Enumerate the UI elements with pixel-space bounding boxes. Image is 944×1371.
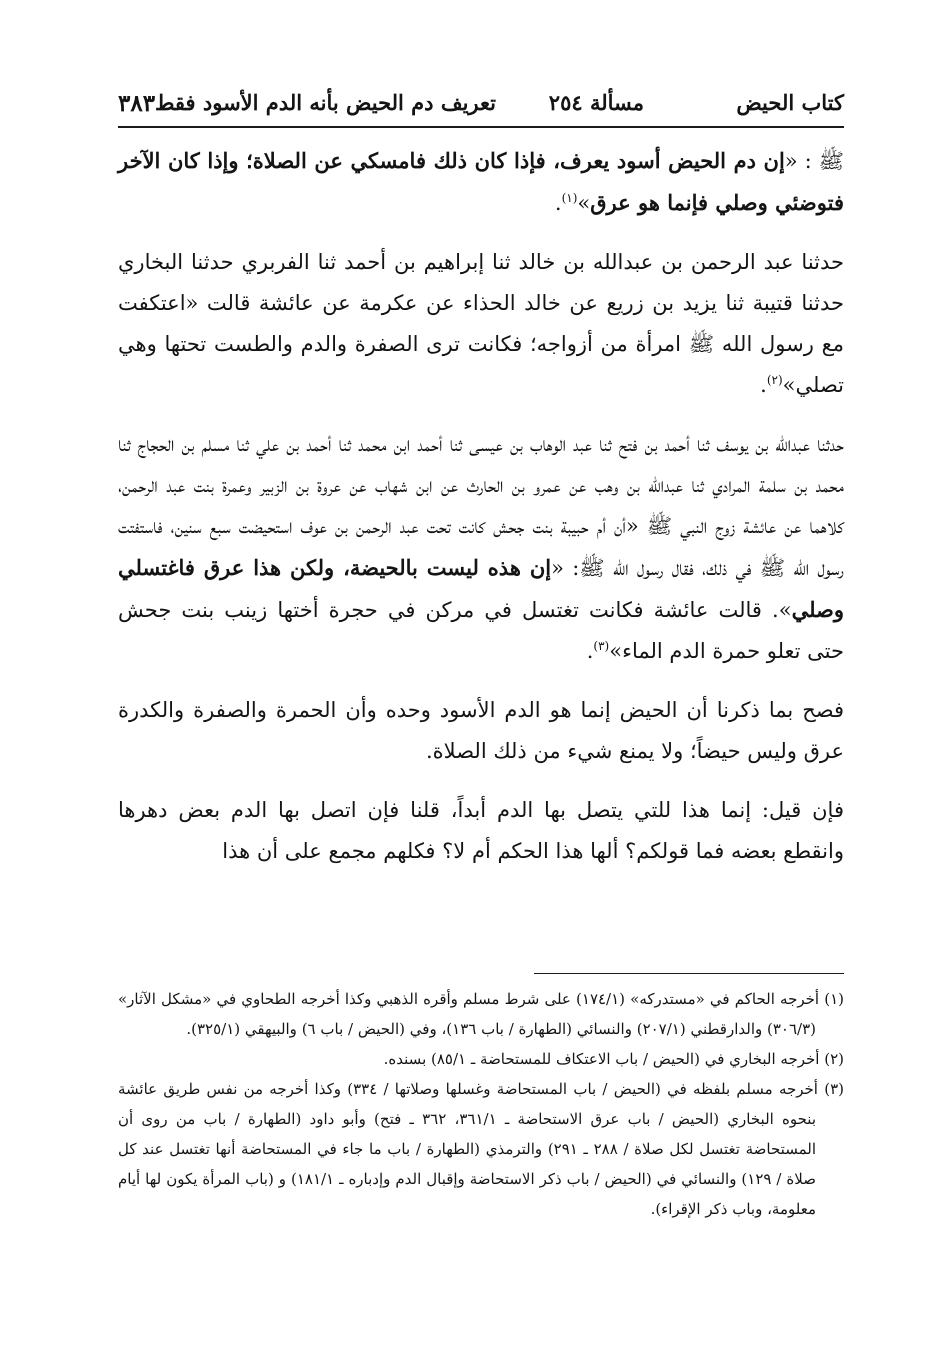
p3-text: حدثنا عبدالله بن يوسف ثنا أحمد بن فتح ثنا عبد الوهاب بن عيسى ثنا أحمد ابن محمد ثنا أحمد بن علي ثنا مسلم بن الحجاج ثنا محمد بن سلمة المرادي ثنا عبدالله بن وهب عن عمرو بن الحارث عن ابن شهاب عن عروة بن الزبير وعمرة بنت عبد الرحمن، كلاهما عن عائشة زوج النبي ﷺ «أن أم حبيبة بنت جحش كانت تحت عبد الرحمن بن عوف استحيضت سبع سنين، فاستفتت رسول الله ﷺ في ذلك، فقال رسول الله ﷺ: «	[118, 432, 844, 580]
footnote-ref-3[interactable]: (٣)	[593, 639, 610, 653]
footnote-ref-2[interactable]: (٢)	[766, 373, 783, 387]
footnote-2: (٢) أخرجه البخاري في (الحيض / باب الاعتكاف للمستحاضة ـ ٨٥/١) بسنده.	[383, 1050, 844, 1068]
footnote-3: (٣) أخرجه مسلم بلفظه في (الحيض / باب المستحاضة وغسلها وصلاتها / ٣٣٤) وكذا أخرجه من نفس طريق عائشة بنحوه البخاري (الحيض / باب عرق الاستحاضة ـ ٣٦١/١، ٣٦٢ ـ فتح) وأبو داود (الطهارة / باب من روى أن المستحاضة تغتسل لكل صلاة / ٢٨٨ ـ ٢٩١) والترمذي (الطهارة / باب ما جاء في المستحاضة أنها تغتسل عند كل صلاة / ١٢٩) والنسائي في (الحيض / باب ذكر الاستحاضة وإقبال الدم وإدباره ـ ١٨١/١) و (باب المرأة يكون لها أيام معلومة، وباب ذكر الإقراء).	[118, 1080, 844, 1218]
footnote-rule	[534, 973, 844, 974]
p1-hadith-bold: إن دم الحيض أسود يعرف، فإذا كان ذلك فامسكي عن الصلاة؛ وإذا كان الآخر فتوضئي وصلي فإنما هو عرق	[118, 148, 844, 215]
p5-text: فإن قيل: إنما هذا للتي يتصل بها الدم أبداً، قلنا فإن اتصل بها الدم بعض دهرها وانقطع بعضه فما قولكم؟ ألها هذا الحكم أم لا؟ فكلهم مجمع على أن هذا	[118, 798, 844, 863]
page-number: ٣٨٣	[118, 90, 156, 117]
p3-text2: ». قالت عائشة فكانت تغتسل في مركن في حجرة أختها زينب بنت جحش حتى تعلو حمرة الدم الماء»	[118, 598, 844, 663]
running-header	[118, 84, 844, 124]
footnote-ref-1[interactable]: (١)	[561, 191, 578, 205]
p2-tail: .	[760, 373, 767, 397]
header-chapter: كتاب الحيض	[736, 90, 844, 115]
p1-start: ﷺ : «	[784, 149, 844, 173]
p2-text: حدثنا عبد الرحمن بن عبدالله بن خالد ثنا إبراهيم بن أحمد ثنا الفربري حدثنا البخاري حدثنا قتيبة ثنا يزيد بن زريع عن خالد الحذاء عن عكرمة عن عائشة قالت «اعتكفت مع رسول الله ﷺ امرأة من أزواجه؛ فكانت ترى الصفرة والدم والطست تحتها وهي تصلي»	[118, 250, 844, 397]
header-masala: مسألة ٢٥٤	[548, 90, 644, 115]
paragraph-2	[118, 242, 844, 406]
p1-tail: .	[554, 191, 562, 215]
footnote-1: (١) أخرجه الحاكم في «مستدركه» (١٧٤/١) على شرط مسلم وأقره الذهبي وكذا أخرجه الطحاوي في «مشكل الآثار» (٣٠٦/٣) والدارقطني (٢٠٧/١) والنسائي (الطهارة / باب ١٣٦)، وفي (الحيض / باب ٦) والبيهقي (٣٢٥/١).	[118, 990, 844, 1038]
paragraph-5	[118, 790, 844, 872]
header-rule	[118, 126, 844, 128]
header-title: تعريف دم الحيض بأنه الدم الأسود فقط	[154, 90, 496, 115]
paragraph-3	[118, 424, 844, 672]
paragraph-4	[118, 690, 844, 772]
paragraph-1	[118, 140, 844, 224]
p3-tail: .	[586, 639, 594, 663]
main-text	[118, 140, 844, 890]
p1-end: »	[577, 191, 591, 215]
p4-text: فصح بما ذكرنا أن الحيض إنما هو الدم الأسود وحده وأن الحمرة والصفرة والكدرة عرق وليس حيضاً؛ ولا يمنع شيء من ذلك الصلاة.	[118, 698, 844, 763]
footnotes	[118, 984, 844, 1224]
p3-hadith-bold: إن هذه ليست بالحيضة، ولكن هذا عرق فاغتسلي وصلي	[118, 555, 844, 622]
